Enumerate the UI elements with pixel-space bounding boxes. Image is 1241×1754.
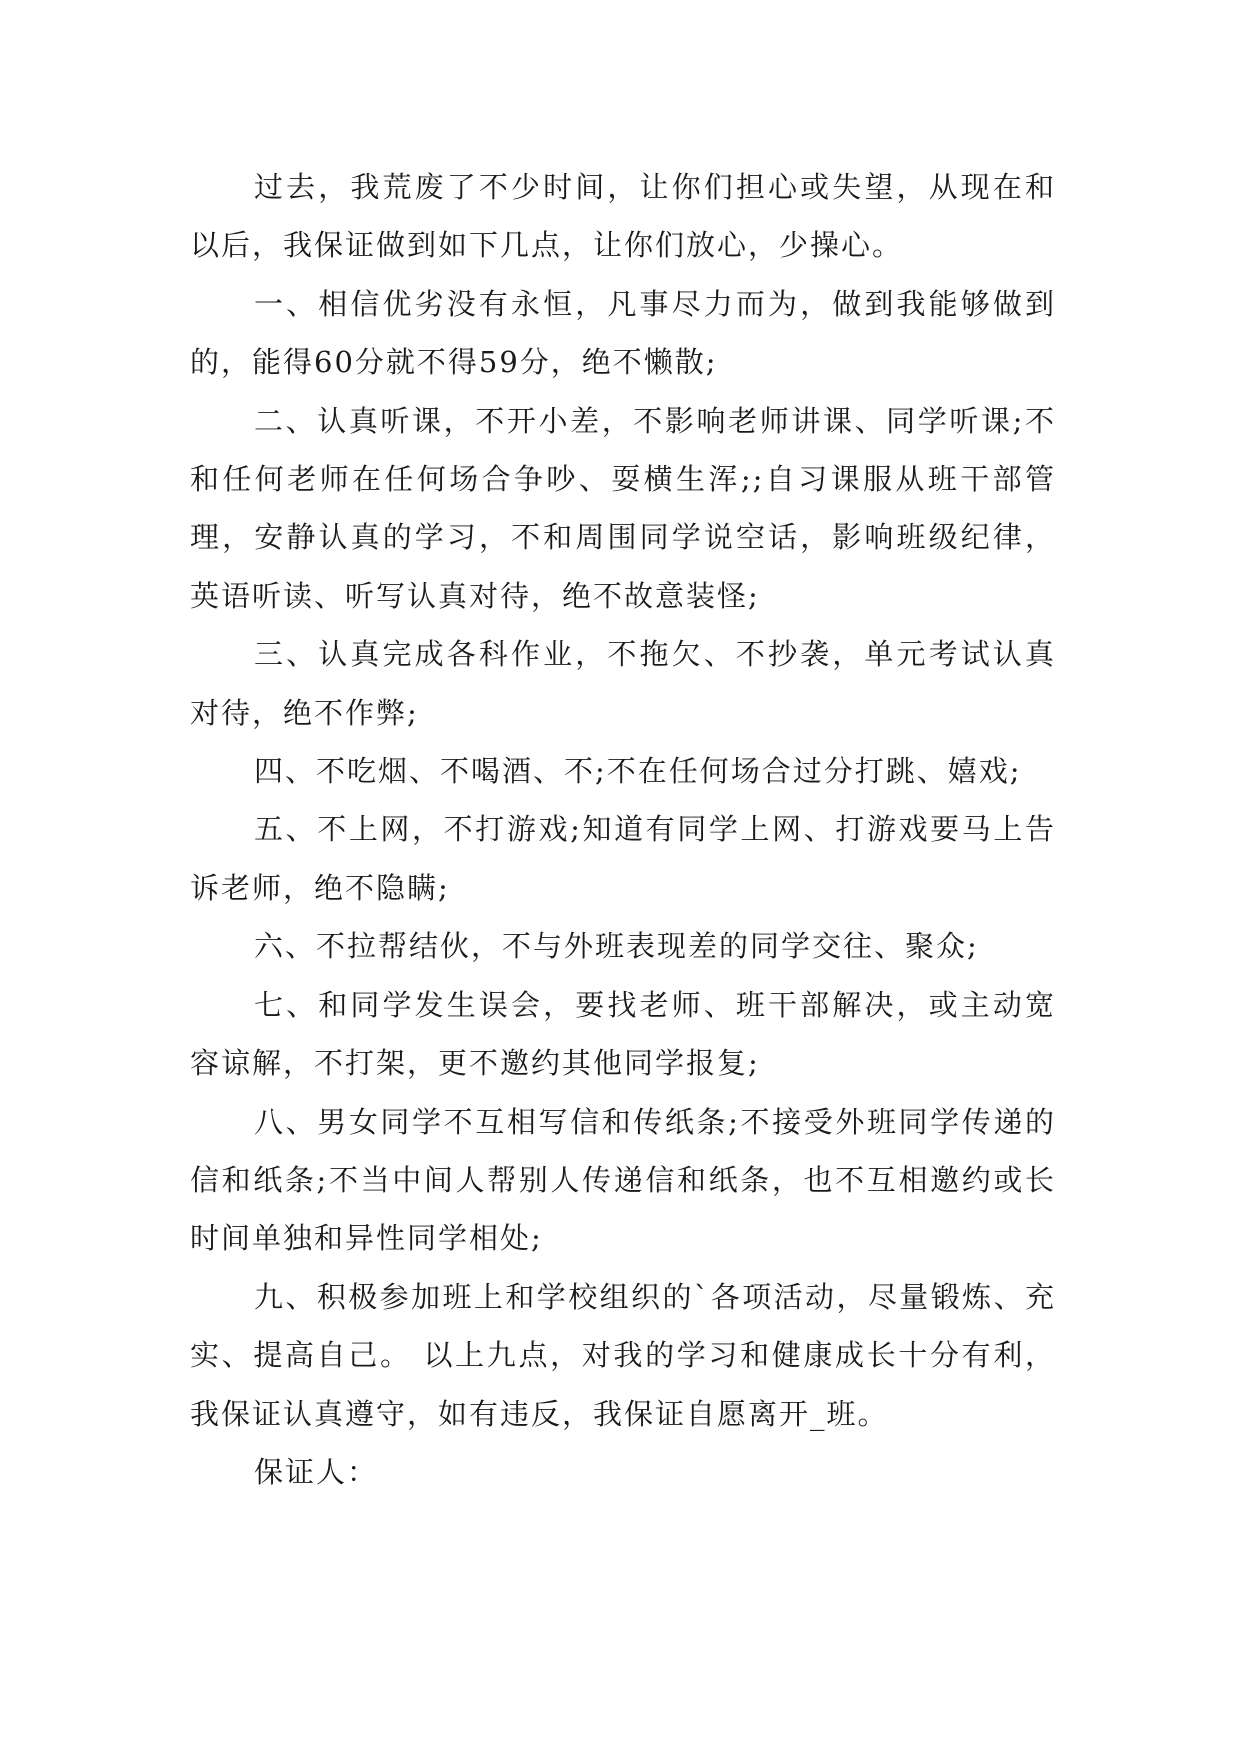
paragraph-item-6: 六、不拉帮结伙，不与外班表现差的同学交往、聚众; (254, 929, 979, 964)
paragraph-item-8: 八、男女同学不互相写信和传纸条;不接受外班同学传递的信和纸条;不当中间人帮别人传递信和纸条，也不互相邀约或长时间单独和异性同学相处; (190, 1104, 1056, 1256)
paragraph-item-4: 四、不吃烟、不喝酒、不;不在任何场合过分打跳、嬉戏; (254, 754, 1022, 789)
paragraph-item-3: 三、认真完成各科作业，不拖欠、不抄袭，单元考试认真对待，绝不作弊; (190, 637, 1056, 730)
paragraph-item-7: 七、和同学发生误会，要找老师、班干部解决，或主动宽容谅解，不打架，更不邀约其他同学报复; (190, 987, 1056, 1081)
paragraph-item-9: 九、积极参加班上和学校组织的`各项活动，尽量锻炼、充实、提高自己。 以上九点，对我的学习和健康成长十分有利，我保证认真遵守，如有违反，我保证自愿离开_班。 (190, 1279, 1056, 1431)
paragraph-item-1: 一、相信优劣没有永恒，凡事尽力而为，做到我能够做到的，能得60分就不得59分，绝不懒散; (190, 286, 1056, 380)
signature-line: 保证人： (254, 1454, 379, 1489)
document-body (190, 158, 1056, 1501)
paragraph-item-5: 五、不上网，不打游戏;知道有同学上网、打游戏要马上告诉老师，绝不隐瞒; (190, 812, 1056, 905)
paragraph-intro: 过去，我荒废了不少时间，让你们担心或失望，从现在和以后，我保证做到如下几点，让你们放心，少操心。 (190, 170, 1056, 263)
paragraph-item-2: 二、认真听课，不开小差，不影响老师讲课、同学听课;不和任何老师在任何场合争吵、耍横生浑;;自习课服从班干部管理，安静认真的学习，不和周围同学说空话，影响班级纪律，英语听读、听写认真对待，绝不故意装怪; (190, 403, 1056, 613)
